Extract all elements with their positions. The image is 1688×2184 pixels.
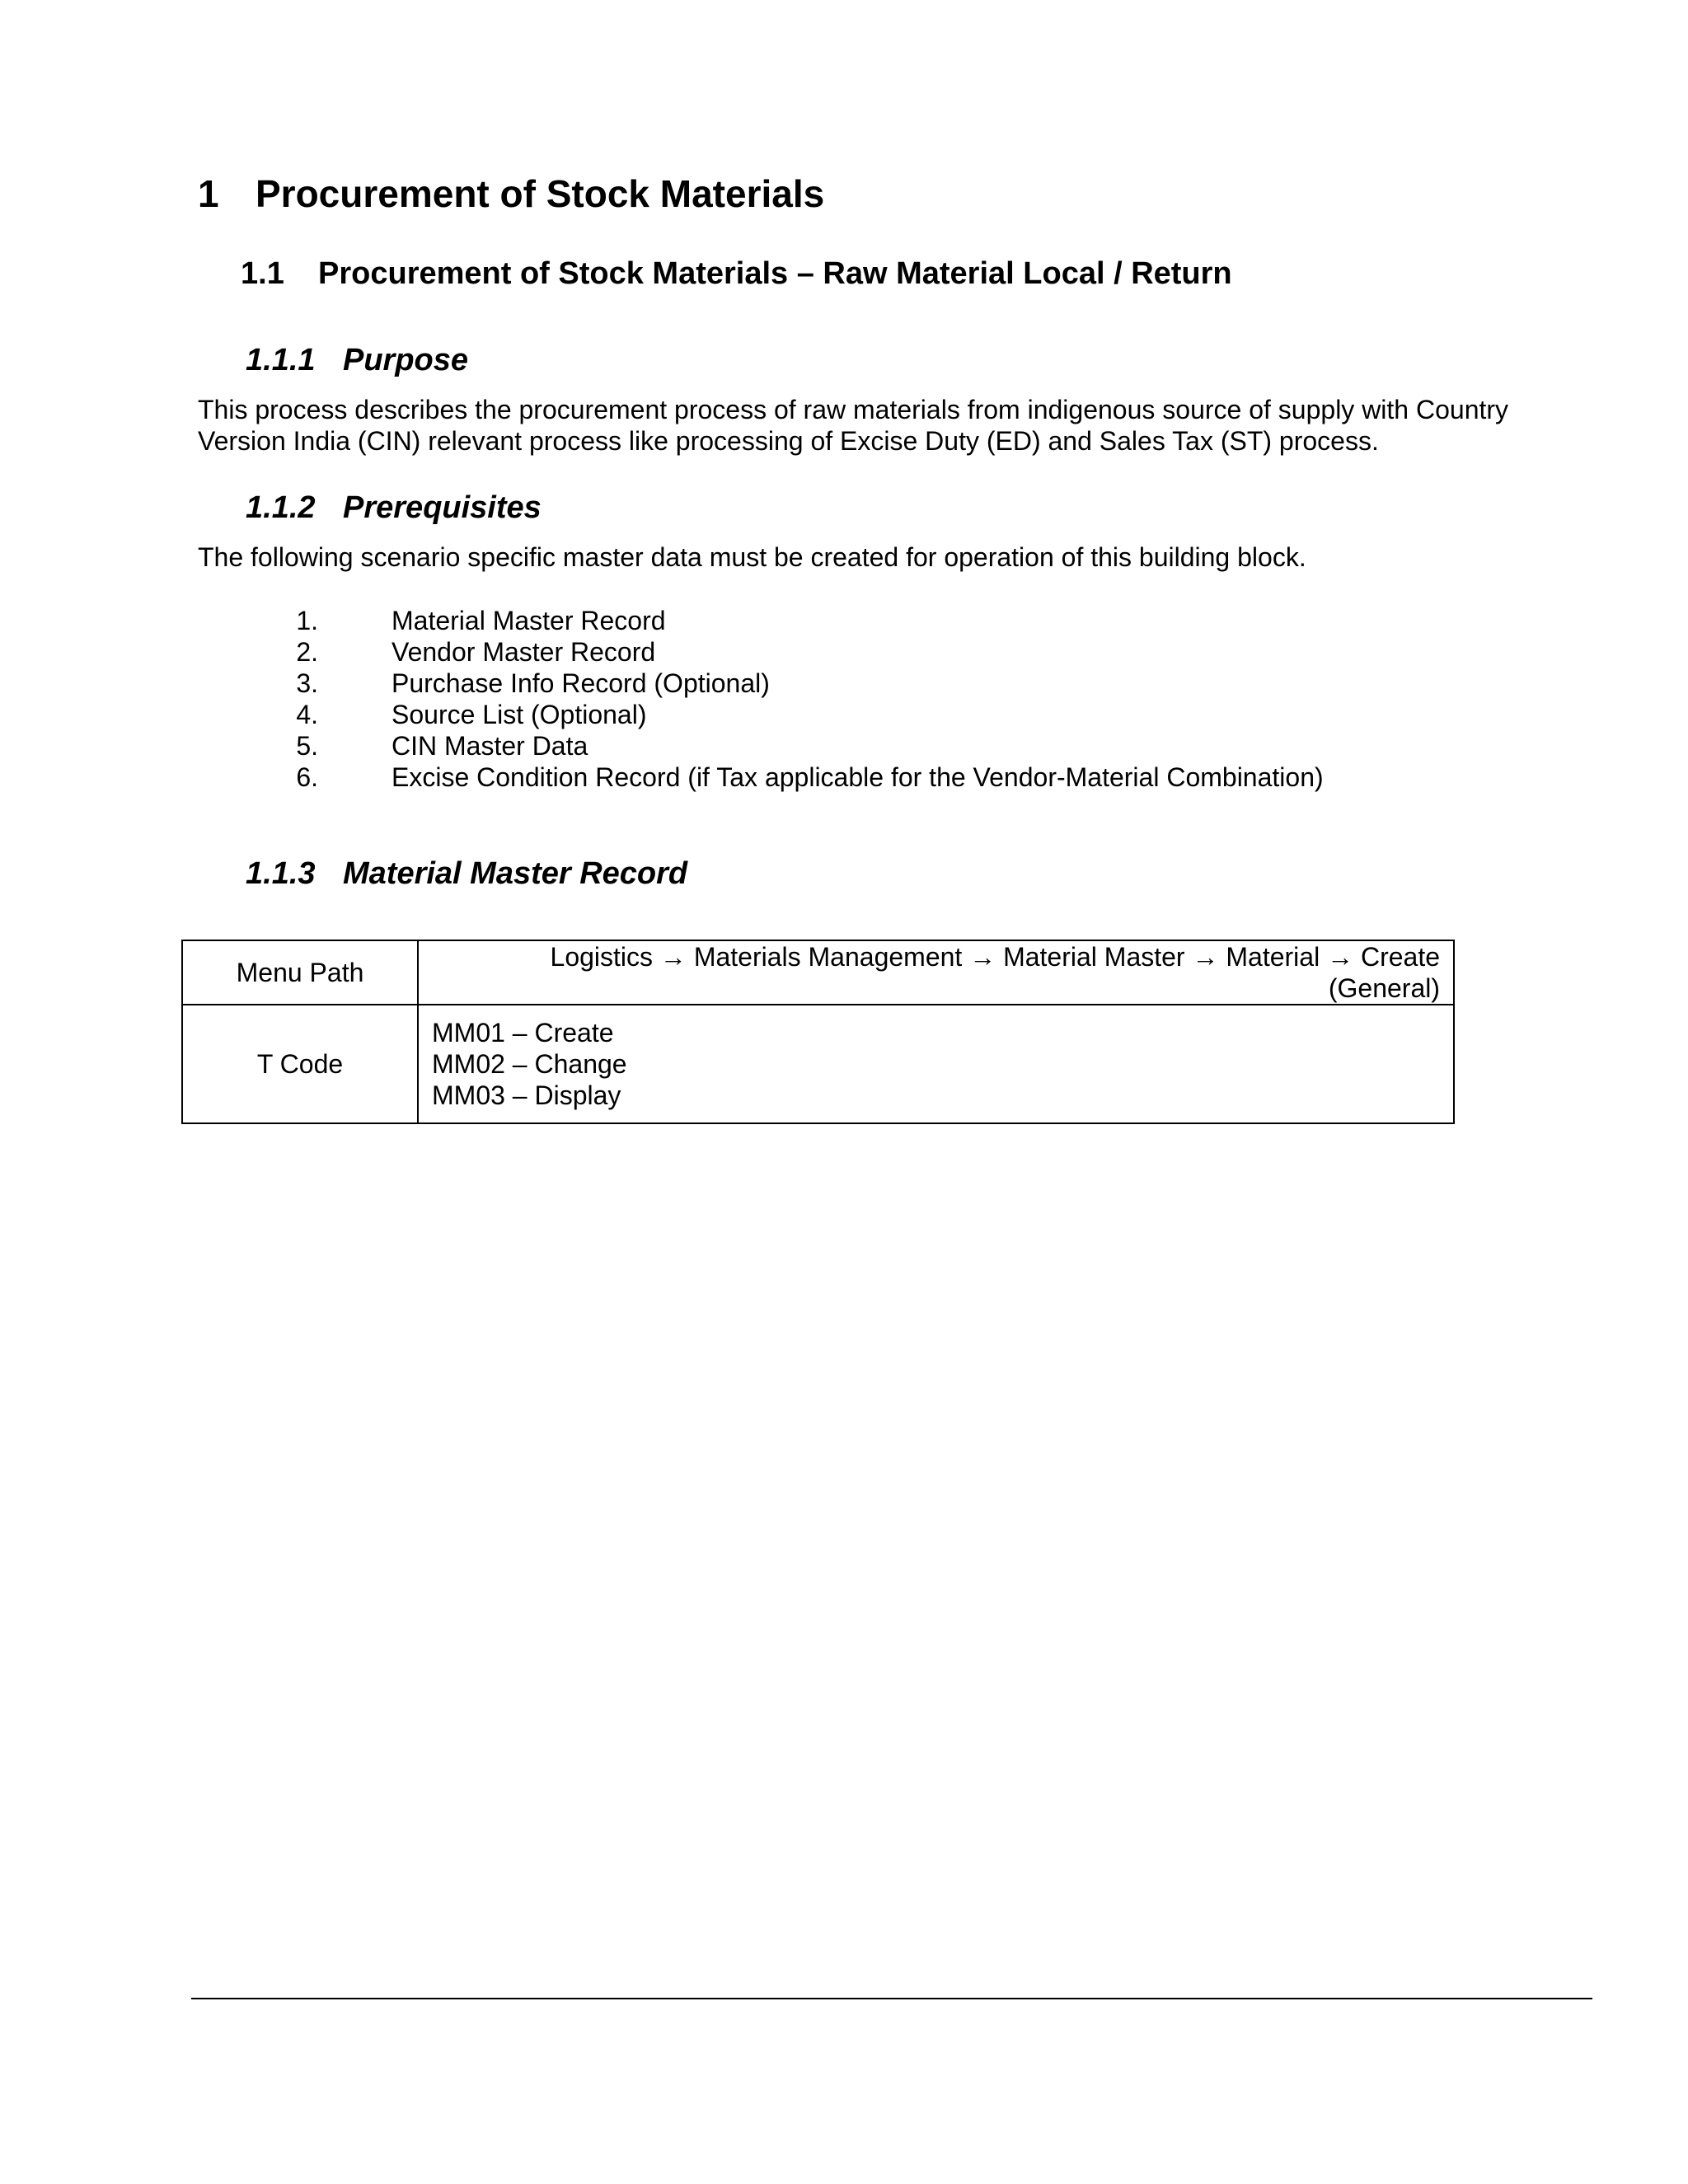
heading-1-number: 1 bbox=[198, 172, 219, 215]
list-item-number: 6. bbox=[296, 762, 318, 792]
list-item-text: CIN Master Data bbox=[392, 731, 588, 761]
heading-purpose bbox=[246, 340, 468, 381]
table-row bbox=[182, 940, 1454, 1005]
tcode-label: T Code bbox=[182, 1005, 418, 1123]
heading-prerequisites-number: 1.1.2 bbox=[246, 490, 316, 525]
list-item-text: Vendor Master Record bbox=[392, 637, 656, 667]
tcode-item: MM03 – Display bbox=[432, 1080, 621, 1110]
heading-purpose-title: Purpose bbox=[343, 343, 469, 377]
list-item-text: Source List (Optional) bbox=[392, 700, 647, 729]
heading-1-text: Procurement of Stock Materials bbox=[256, 172, 825, 215]
list-item-number: 2. bbox=[296, 637, 318, 667]
list-item-number: 4. bbox=[296, 700, 318, 729]
heading-2 bbox=[241, 253, 1232, 294]
list-item-number: 3. bbox=[296, 668, 318, 698]
heading-2-text: Procurement of Stock Materials – Raw Material Local / Return bbox=[318, 256, 1232, 291]
tcode-values bbox=[418, 1005, 1454, 1123]
list-item-number: 1. bbox=[296, 606, 318, 635]
tcode-item: MM01 – Create bbox=[432, 1018, 614, 1047]
heading-2-number: 1.1 bbox=[241, 256, 284, 291]
heading-material-master-number: 1.1.3 bbox=[246, 856, 316, 891]
heading-material-master-title: Material Master Record bbox=[343, 856, 688, 891]
menu-path-line: Logistics → Materials Management → Material Master → Material → Create bbox=[550, 942, 1440, 972]
table-row bbox=[182, 1005, 1454, 1123]
material-master-table bbox=[181, 940, 1455, 1124]
footer-divider bbox=[191, 1998, 1592, 1999]
list-item-text: Excise Condition Record (if Tax applicable for the Vendor-Material Combination) bbox=[392, 762, 1324, 792]
list-item-text: Purchase Info Record (Optional) bbox=[392, 668, 770, 698]
tcode-item: MM02 – Change bbox=[432, 1049, 627, 1079]
heading-material-master bbox=[246, 853, 687, 894]
heading-purpose-number: 1.1.1 bbox=[246, 343, 316, 377]
heading-prerequisites bbox=[246, 487, 542, 528]
heading-prerequisites-title: Prerequisites bbox=[343, 490, 542, 525]
list-item-number: 5. bbox=[296, 731, 318, 761]
menu-path-value bbox=[418, 940, 1454, 1005]
purpose-paragraph: This process describes the procurement process of raw materials from indigenous source of supply with Country Version India (CIN) relevant process like processing of Excise Duty (ED) and Sales Tax (ST) process. bbox=[198, 395, 1509, 456]
list-item-text: Material Master Record bbox=[392, 606, 666, 635]
menu-path-label: Menu Path bbox=[182, 940, 418, 1005]
menu-path-line: (General) bbox=[1328, 973, 1440, 1003]
heading-1 bbox=[198, 169, 824, 218]
prerequisites-intro: The following scenario specific master data must be created for operation of this building block. bbox=[198, 542, 1306, 572]
